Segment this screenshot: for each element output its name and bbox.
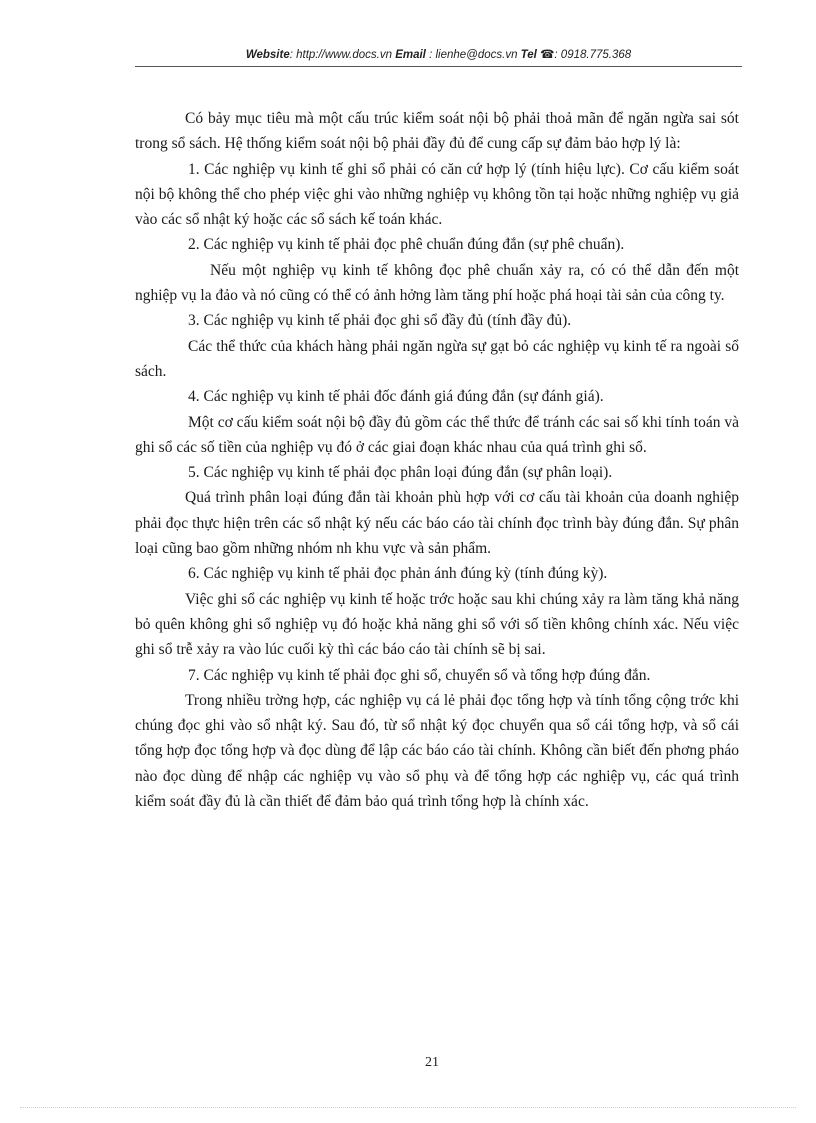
- objective-4: 4. Các nghiệp vụ kinh tế phải đốc đánh giá đúng đắn (sự đánh giá).: [188, 388, 604, 406]
- objective-6: 6. Các nghiệp vụ kinh tế phải đọc phản ánh đúng kỳ (tính đúng kỳ).: [188, 565, 608, 583]
- objective-1: 1. Các nghiệp vụ kinh tế ghi sổ phải có căn cứ hợp lý (tính hiệu lực). Cơ cấu kiểm soát nội bộ không thể cho phép việc ghi vào những nghiệp vụ không tồn tại hoặc những nghiệp vụ giả vào các sổ nhật ký hoặc các sổ sách kế toán khác.: [135, 160, 739, 229]
- website-value: : http://www.docs.vn: [289, 49, 392, 61]
- page-number: 21: [425, 1055, 439, 1070]
- objective-7: 7. Các nghiệp vụ kinh tế phải đọc ghi sổ, chuyển sổ và tổng hợp đúng đắn.: [188, 666, 651, 684]
- website-label: Website: [245, 49, 290, 61]
- objective-5: 5. Các nghiệp vụ kinh tế phải đọc phân loại đúng đắn (sự phân loại).: [188, 464, 613, 482]
- phone-icon: ☎: [540, 49, 555, 61]
- objective-2: 2. Các nghiệp vụ kinh tế phải đọc phê chuẩn đúng đắn (sự phê chuẩn).: [188, 236, 625, 254]
- header-divider: [135, 66, 742, 67]
- email-label: Email: [395, 49, 426, 61]
- intro-paragraph: Có bảy mục tiêu mà một cấu trúc kiểm soát nội bộ phải thoả mãn để ngăn ngừa sai sót trong sổ sách. Hệ thống kiểm soát nội bộ phải đầy đủ để cung cấp sự đảm bảo hợp lý là:: [135, 110, 739, 153]
- objective-6-explanation: Việc ghi sổ các nghiệp vụ kinh tế hoặc trớc hoặc sau khi chúng xảy ra làm tăng khả năng bỏ quên không ghi sổ nghiệp vụ đó hoặc khả năng ghi sổ với số tiền không chính xác. Nếu việc ghi sổ trễ xảy ra vào lúc cuối kỳ thì các báo cáo tài chính sẽ bị sai.: [135, 590, 739, 659]
- objective-3: 3. Các nghiệp vụ kinh tế phải đọc ghi sổ đầy đủ (tính đầy đủ).: [188, 312, 572, 330]
- objective-5-explanation: Quá trình phân loại đúng đắn tài khoản phù hợp với cơ cấu tài khoản của doanh nghiệp phải đọc thực hiện trên các sổ nhật ký nếu các báo cáo tài chính đọc trình bày đúng đắn. Sự phân loại cũng bao gồm những nhóm nh khu vực và sản phẩm.: [135, 489, 739, 558]
- page-header: [135, 47, 742, 61]
- email-value: : lienhe@docs.vn: [429, 49, 518, 61]
- document-body: [135, 106, 739, 814]
- objective-7-explanation: Trong nhiều trờng hợp, các nghiệp vụ cá lẻ phải đọc tổng hợp và tính tổng cộng trớc khi chúng đọc ghi vào sổ nhật ký. Sau đó, từ sổ nhật ký đọc chuyển qua sổ cái tổng hợp, và sổ cái tổng hợp đọc tổng hợp và đọc dùng để lập các báo cáo tài chính. Không cần biết đến phơng pháo nào đọc dùng để nhập các nghiệp vụ vào sổ phụ và để tổng hợp các nghiệp vụ, các quá trình kiểm soát đầy đủ là cần thiết để đảm bảo quá trình tổng hợp là chính xác.: [135, 691, 739, 811]
- page-bottom-divider: [20, 1107, 796, 1108]
- tel-value: : 0918.775.368: [554, 49, 632, 61]
- tel-label: Tel: [520, 49, 537, 61]
- objective-4-explanation: Một cơ cấu kiểm soát nội bộ đầy đủ gồm các thể thức để tránh các sai số khi tính toán và ghi sổ các số tiền của nghiệp vụ đó ở các giai đoạn khác nhau của quá trình ghi sổ.: [135, 413, 739, 456]
- objective-3-explanation: Các thể thức của khách hàng phải ngăn ngừa sự gạt bỏ các nghiệp vụ kinh tế ra ngoài sổ sách.: [135, 337, 739, 380]
- objective-2-explanation: Nếu một nghiệp vụ kinh tế không đọc phê chuẩn xảy ra, có có thể dẫn đến một nghiệp vụ la đảo và nó cũng có thể có ảnh hởng làm tăng phí hoặc phá hoại tài sản của công ty.: [135, 261, 739, 305]
